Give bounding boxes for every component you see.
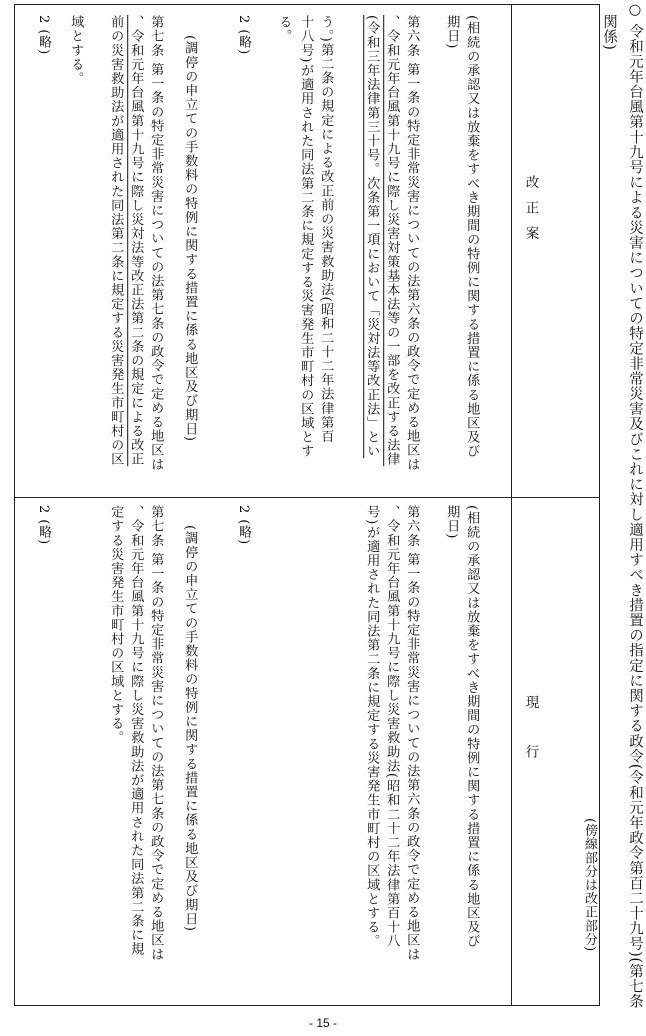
current-line: 定する災害発生市町村の区域とする。 xyxy=(108,505,124,745)
comparison-table xyxy=(14,4,600,1006)
current-line: (相続の承認又は放棄をすべき期間の特例に関する措置に係る地区及び xyxy=(464,505,480,949)
revised-line: る。 xyxy=(276,15,292,44)
revised-line: (調停の申立ての手数料の特例に関する措置に係る地区及び期日) xyxy=(182,35,198,442)
section-divider xyxy=(15,497,599,498)
current-line: 第六条 第一条の特定非常災害についての法第六条の政令で定める地区は xyxy=(404,505,420,962)
current-line: (調停の申立ての手数料の特例に関する措置に係る地区及び期日) xyxy=(182,525,198,932)
revised-line-amended: (令和三年法律第三十号。次条第一項において「災対法等改正法」とい xyxy=(364,15,380,459)
revised-line: 第六条 第一条の特定非常災害についての法第六条の政令で定める地区は xyxy=(404,15,420,472)
underline-note: (傍線部分は改正部分) xyxy=(582,818,597,952)
current-line: 第七条 第一条の特定非常災害についての法第七条の政令で定める地区は xyxy=(148,505,164,962)
revised-line-amended: 、令和元年台風第十九号に際し災害対策基本法等の一部を改正する法律 xyxy=(384,15,400,467)
current-line: 、令和元年台風第十九号に際し災害救助法(昭和二十二年法律第百十八 xyxy=(384,505,400,949)
current-line: 2 (略) xyxy=(236,505,251,546)
revised-line: う。)第二条の規定による改正前の災害救助法(昭和二十二年法律第百 xyxy=(318,15,334,444)
revised-line: 2 (略) xyxy=(36,15,51,56)
revised-line: (相続の承認又は放棄をすべき期間の特例に関する措置に係る地区及び xyxy=(464,15,480,459)
page-number: - 15 - xyxy=(308,1016,337,1030)
revised-line: 期日) xyxy=(444,15,460,50)
revised-line: 域とする。 xyxy=(68,15,84,86)
document-title-continued: 関係) xyxy=(601,14,617,51)
header-column-divider xyxy=(511,5,512,1005)
current-line: 号)が適用された同法第二条に規定する災害発生市町村の区域とする。 xyxy=(364,505,380,949)
revised-column-header: 改正案 xyxy=(522,175,539,252)
document-title: ○ 令和元年台風第十九号による災害についての特定非常災害及びこれに対し適用すべき措置の指定に関する政令(令和元年政令第百二十九号)(第七条 xyxy=(627,2,643,1009)
current-line: 期日) xyxy=(444,505,460,540)
revised-line: 十八号)が適用された同法第二条に規定する災害発生市町村の区域とす xyxy=(298,15,314,459)
current-line: 、令和元年台風第十九号に際し災害救助法が適用された同法第二条に規 xyxy=(128,505,144,957)
revised-line: 第七条 第一条の特定非常災害についての法第七条の政令で定める地区は xyxy=(148,15,164,472)
current-line: 2 (略) xyxy=(36,505,51,546)
revised-line: 2 (略) xyxy=(236,15,251,56)
revised-line-amended: 、令和元年台風第十九号に際し災対法等改正法第二条の規定による改正 xyxy=(128,15,144,467)
revised-line: 前の災害救助法が適用された同法第二条に規定する災害発生市町村の区 xyxy=(108,15,124,467)
current-column-header: 現行 xyxy=(522,695,539,794)
